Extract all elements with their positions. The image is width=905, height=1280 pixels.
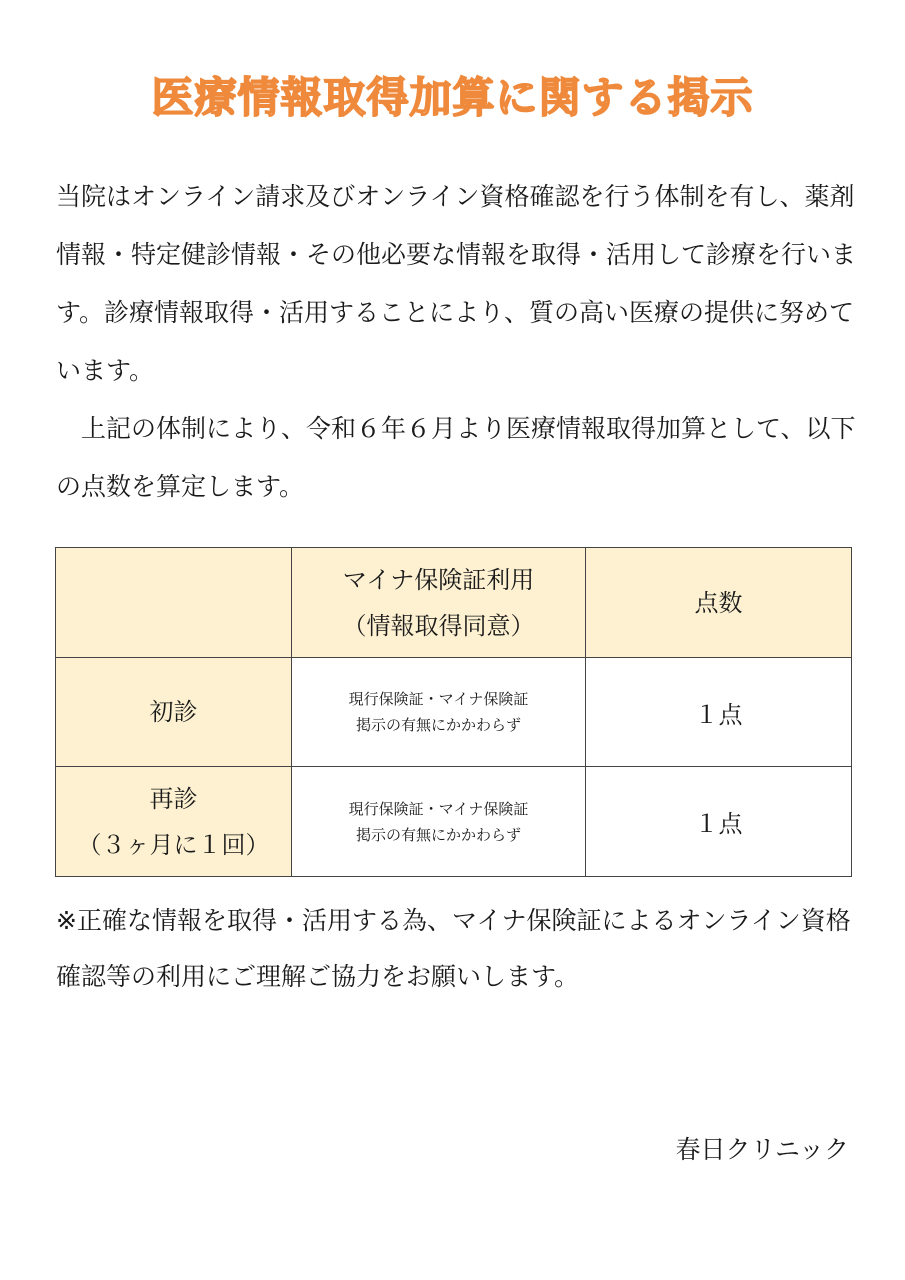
row-description-line: 現行保険証・マイナ保険証: [348, 690, 529, 708]
row-description: [292, 658, 586, 767]
row-description-line: 現行保険証・マイナ保険証: [348, 799, 529, 818]
page-title: 医療情報取得加算に関する掲示: [151, 73, 754, 122]
header-empty-cell: [56, 548, 292, 658]
row-points: １点: [586, 658, 852, 767]
table-row: [56, 767, 852, 877]
row-label-main: 再診: [149, 784, 198, 813]
footnote: ※正確な情報を取得・活用する為、マイナ保険証によるオンライン資格確認等の利用にご理解ご協力をお願いします。: [56, 906, 851, 991]
row-description-line: 掲示の有無にかかわらず: [355, 716, 521, 734]
clinic-name: 春日クリニック: [675, 1135, 849, 1164]
row-label-main: 初診: [149, 698, 198, 726]
header-label: マイナ保険証利用: [342, 565, 535, 594]
header-cell-my-number-card: [292, 548, 586, 658]
row-description-line: 掲示の有無にかかわらず: [355, 825, 521, 844]
table-row: [56, 658, 852, 767]
intro-text: [56, 168, 856, 516]
intro-paragraph-2: 上記の体制により、令和６年６月より医療情報取得加算として、以下の点数を算定します。: [56, 414, 856, 501]
intro-paragraph-1: 当院はオンライン請求及びオンライン資格確認を行う体制を有し、薬剤情報・特定健診情報・その他必要な情報を取得・活用して診療を行います。診療情報取得・活用することにより、質の高い医療の提供に努めています。: [56, 182, 857, 385]
row-description: [292, 767, 586, 877]
row-label: [56, 767, 292, 877]
row-points: １点: [586, 767, 852, 877]
header-sublabel: （情報取得同意）: [342, 611, 535, 640]
row-label-sub: （３ヶ月に１回）: [77, 830, 270, 859]
table-header-row: [56, 548, 852, 658]
fee-table: [55, 547, 852, 877]
row-label: [56, 658, 292, 767]
header-cell-points: 点数: [586, 548, 852, 658]
